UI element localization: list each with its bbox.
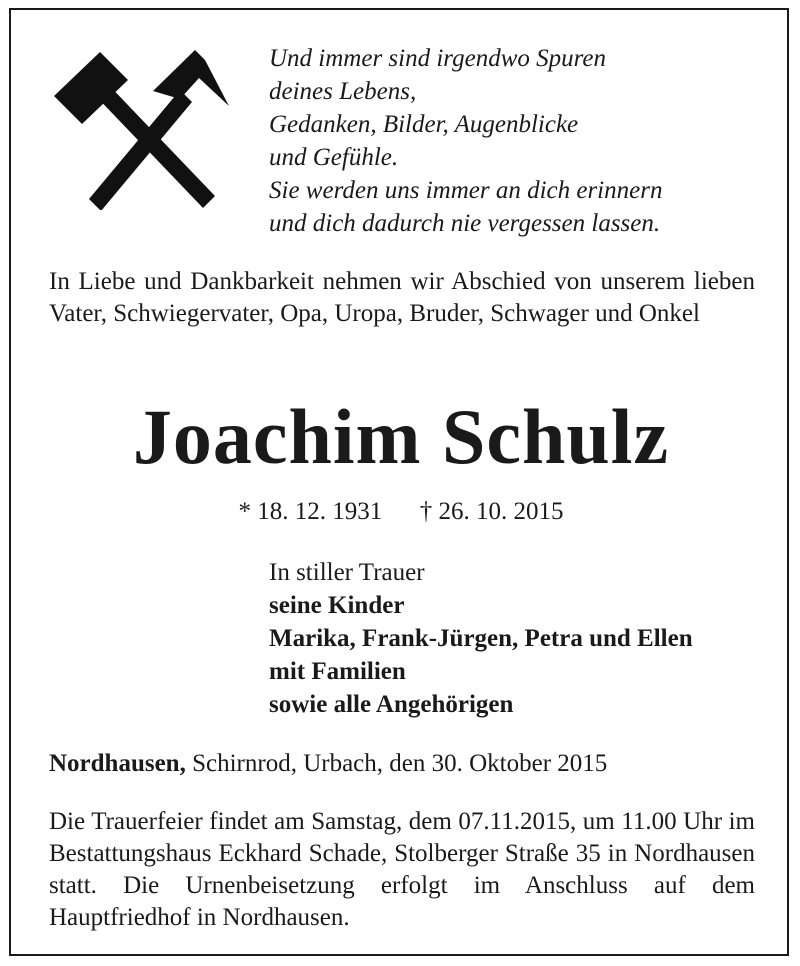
- intro-text: In Liebe und Dankbarkeit nehmen wir Abschied von unserem lieben Vater, Schwiegervater, Opa, Uropa, Bruder, Schwager und Onkel: [49, 268, 755, 327]
- obituary-card: [9, 8, 789, 956]
- poem-line: Sie werden uns immer an dich erinnern: [269, 177, 663, 204]
- mourners-line: Marika, Frank-Jürgen, Petra und Ellen: [269, 625, 693, 652]
- poem-line: deines Lebens,: [269, 78, 417, 105]
- place-city: Nordhausen,: [49, 750, 186, 777]
- death-date: † 26. 10. 2015: [419, 498, 564, 525]
- mourners-line: seine Kinder: [269, 592, 405, 619]
- poem-line: Und immer sind irgendwo Spuren: [269, 45, 607, 72]
- funeral-notice: Die Trauerfeier findet am Samstag, dem 07.11.2015, um 11.00 Uhr im Bestattungshaus Eckhard Schade, Stolberger Straße 35 in Nordhausen statt. Die Urnenbeisetzung erfolgt im Anschluss auf dem Hauptfriedhof in Nordhausen.: [49, 808, 755, 931]
- crossed-hammers-icon: [53, 50, 229, 210]
- mourners-lead: In stiller Trauer: [269, 559, 425, 586]
- place-and-date: [49, 748, 607, 780]
- life-dates: [11, 496, 791, 528]
- poem-line: und dich dadurch nie vergessen lassen.: [269, 210, 661, 237]
- poem-line: Gedanken, Bilder, Augenblicke: [269, 111, 579, 138]
- birth-date: * 18. 12. 1931: [238, 498, 383, 525]
- poem: [269, 42, 662, 240]
- mourners-block: [269, 556, 693, 721]
- mourners-line: mit Familien: [269, 658, 406, 685]
- poem-line: und Gefühle.: [269, 144, 399, 171]
- place-rest: Schirnrod, Urbach, den 30. Oktober 2015: [185, 750, 608, 777]
- mourners-line: sowie alle Angehörigen: [269, 691, 514, 718]
- deceased-name: Joachim Schulz: [132, 393, 670, 480]
